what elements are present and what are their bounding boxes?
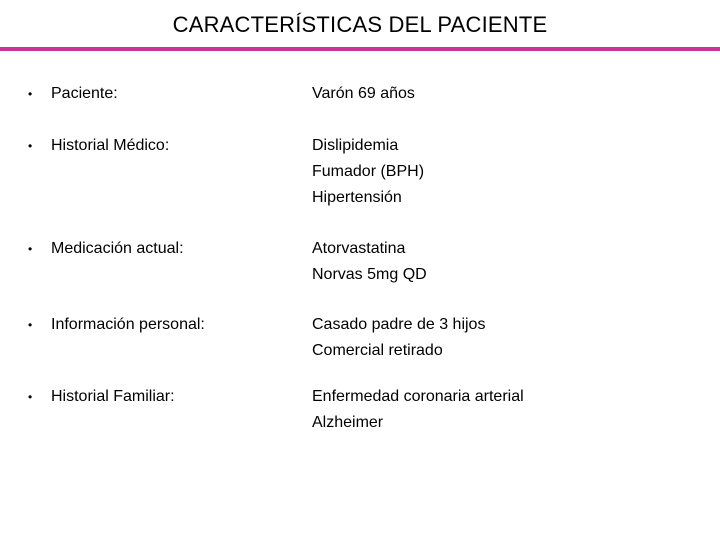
item-value: Enfermedad coronaria arterial: [312, 388, 524, 405]
item-label: Historial Médico:: [51, 137, 170, 154]
item-label: Medicación actual:: [51, 240, 184, 257]
item-value: Casado padre de 3 hijos: [312, 316, 486, 333]
bullet-icon: •: [28, 139, 33, 153]
slide-title: CARACTERÍSTICAS DEL PACIENTE: [172, 12, 548, 37]
item-value: Alzheimer: [312, 414, 384, 431]
item-values: [312, 81, 415, 107]
bullet-icon: •: [28, 87, 33, 101]
item-values: [312, 384, 524, 436]
item-value: Atorvastatina: [312, 240, 406, 257]
item-label: Paciente:: [51, 85, 118, 102]
item-values: [312, 133, 424, 211]
item-values: [312, 312, 485, 364]
title-divider: [0, 47, 720, 51]
item-value: Hipertensión: [312, 189, 402, 206]
bullet-icon: •: [28, 390, 33, 404]
item-value: Comercial retirado: [312, 342, 443, 359]
item-value: Fumador (BPH): [312, 163, 425, 180]
bullet-icon: •: [28, 318, 33, 332]
item-value: Dislipidemia: [312, 137, 399, 154]
item-value: Varón 69 años: [312, 85, 415, 102]
bullet-icon: •: [28, 242, 33, 256]
item-label: Historial Familiar:: [51, 388, 175, 405]
item-value: Norvas 5mg QD: [312, 266, 427, 283]
item-label: Información personal:: [51, 316, 205, 333]
item-values: [312, 236, 427, 288]
